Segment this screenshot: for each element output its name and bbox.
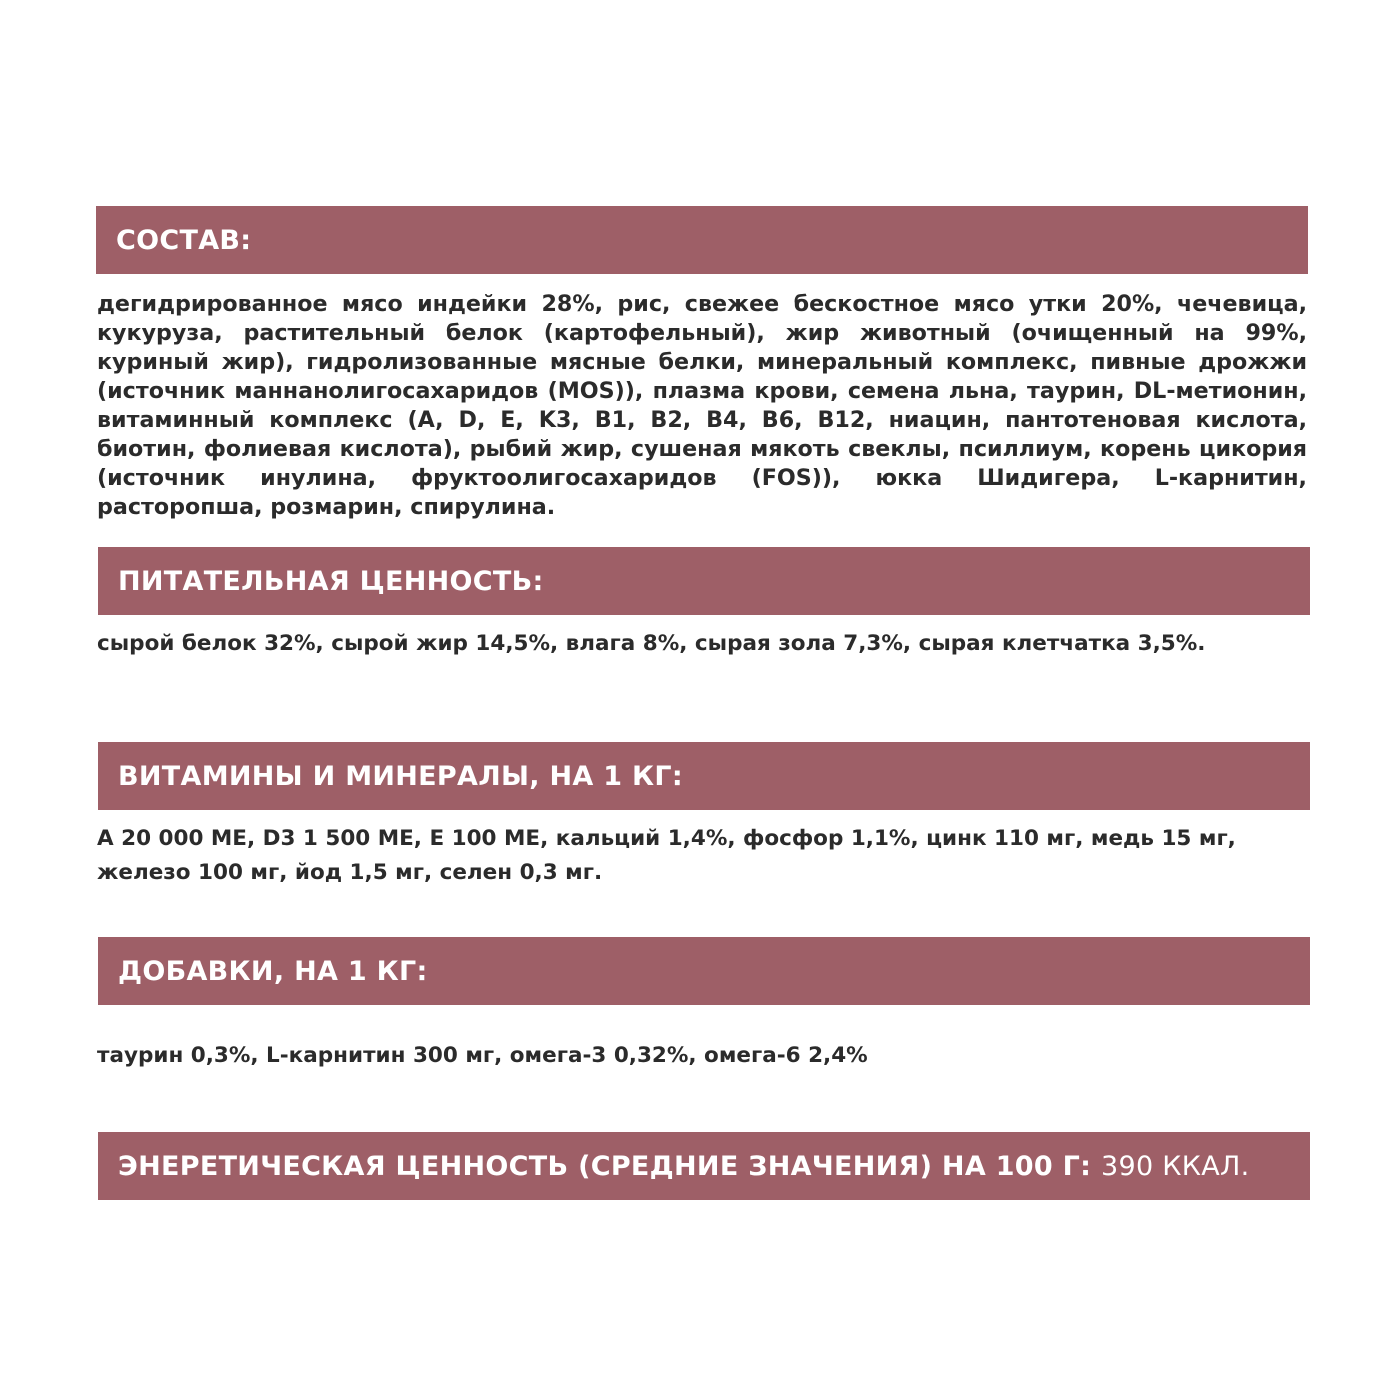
energy-value: 390 ККАЛ. (1100, 1150, 1250, 1182)
nutrition-header (98, 547, 1310, 615)
additives-header (98, 937, 1310, 1005)
additives-text: таурин 0,3%, L-карнитин 300 мг, омега-3 0,32%, омега-6 2,4% (97, 1043, 868, 1068)
vitamins-text: A 20 000 МЕ, D3 1 500 МЕ, E 100 МЕ, кальций 1,4%, фосфор 1,1%, цинк 110 мг, медь 15 мг, железо 100 мг, йод 1,5 мг, селен 0,3 мг. (97, 826, 1236, 885)
composition-text: дегидрированное мясо индейки 28%, рис, свежее бескостное мясо утки 20%, чечевица, кукуруза, растительный белок (картофельный), жир животный (очищенный на 99%, куриный жир), гидролизованные мясные белки, минеральный комплекс, пивные дрожжи (источник маннанолигосахаридов (MOS)), плазма крови, семена льна, таурин, DL-метионин, витаминный комплекс (A, D, E, K3, B1, B2, B4, B6, B12, ниацин, пантотеновая кислота, биотин, фолиевая кислота), рыбий жир, сушеная мякоть свеклы, псиллиум, корень цикория (источник инулина, фруктоолигосахаридов (FOS)), юкка Шидигера, L-карнитин, расторопша, розмарин, спирулина. (97, 291, 1307, 520)
energy-title: ЭНЕРЕТИЧЕСКАЯ ЦЕННОСТЬ (СРЕДНИЕ ЗНАЧЕНИЯ) НА 100 Г: (118, 1150, 1092, 1182)
nutrition-text: сырой белок 32%, сырой жир 14,5%, влага 8%, сырая зола 7,3%, сырая клетчатка 3,5%. (97, 631, 1206, 656)
composition-title: СОСТАВ: (116, 224, 252, 256)
energy-header (98, 1132, 1310, 1200)
nutrition-title: ПИТАТЕЛЬНАЯ ЦЕННОСТЬ: (118, 565, 544, 597)
composition-header (96, 206, 1308, 274)
vitamins-title: ВИТАМИНЫ И МИНЕРАЛЫ, НА 1 КГ: (118, 760, 684, 792)
additives-title: ДОБАВКИ, НА 1 КГ: (118, 955, 428, 987)
vitamins-header (98, 742, 1310, 810)
